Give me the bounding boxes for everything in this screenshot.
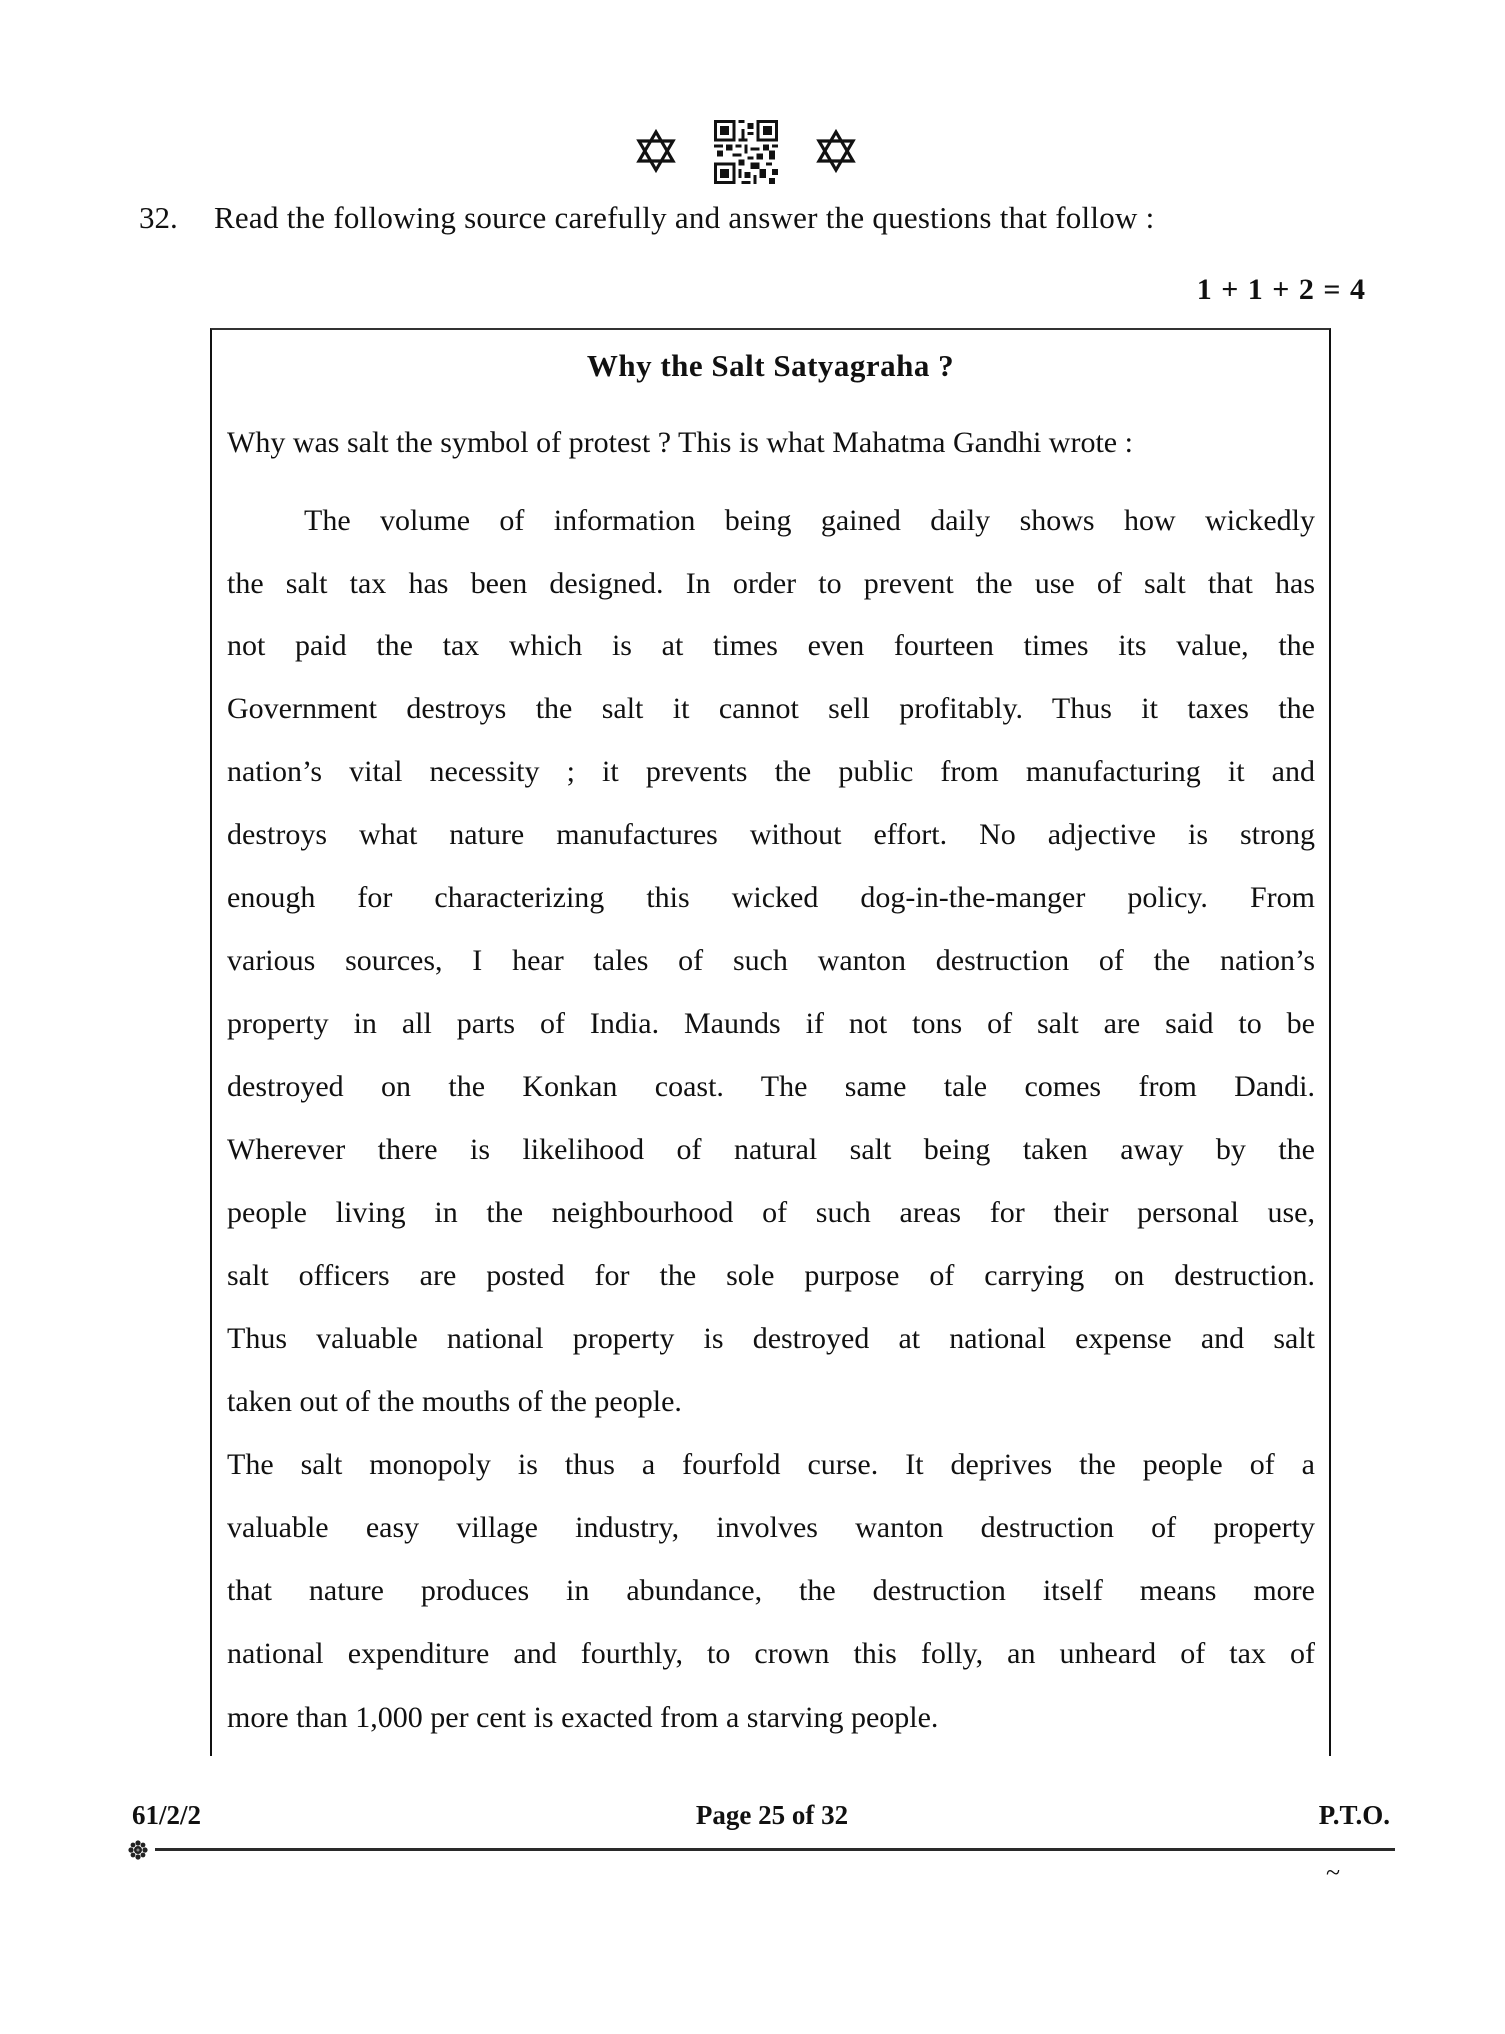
source-line: Government destroys the salt it cannot sell profitably. Thus it taxes the — [227, 692, 1315, 725]
footer-rule — [155, 1848, 1395, 1851]
source-line: people living in the neighbourhood of such areas for their personal use, — [227, 1196, 1315, 1229]
pto-label: P.T.O. — [1318, 1800, 1390, 1830]
source-line: destroyed on the Konkan coast. The same tale comes from Dandi. — [227, 1070, 1315, 1103]
source-line: various sources, I hear tales of such wanton destruction of the nation’s — [227, 944, 1315, 977]
source-line: taken out of the mouths of the people. — [227, 1385, 682, 1418]
question-number: 32. — [139, 200, 178, 235]
source-line: more than 1,000 per cent is exacted from a starving people. — [227, 1701, 939, 1734]
source-line: Wherever there is likelihood of natural salt being taken away by the — [227, 1133, 1315, 1166]
flower-ornament-icon — [128, 1840, 148, 1860]
source-line: not paid the tax which is at times even fourteen times its value, the — [227, 629, 1315, 662]
page-number: Page 25 of 32 — [695, 1800, 849, 1830]
source-line: salt officers are posted for the sole purpose of carrying on destruction. — [227, 1259, 1315, 1292]
source-line: national expenditure and fourthly, to crown this folly, an unheard of tax of — [227, 1637, 1315, 1670]
source-box — [210, 328, 1331, 1756]
source-line: Thus valuable national property is destroyed at national expense and salt — [227, 1322, 1315, 1355]
source-line: The volume of information being gained daily shows how wickedly — [304, 504, 1315, 537]
source-line: nation’s vital necessity ; it prevents the public from manufacturing it and — [227, 755, 1315, 788]
qr-code-icon — [714, 120, 778, 184]
source-intro: Why was salt the symbol of protest ? This is what Mahatma Gandhi wrote : — [227, 426, 1133, 459]
source-line: valuable easy village industry, involves wanton destruction of property — [227, 1511, 1315, 1544]
source-line: the salt tax has been designed. In order to prevent the use of salt that has — [227, 567, 1315, 600]
source-line: that nature produces in abundance, the destruction itself means more — [227, 1574, 1315, 1607]
star-of-david-right-icon — [816, 129, 856, 173]
paper-code: 61/2/2 — [132, 1800, 202, 1830]
marks-allocation: 1 + 1 + 2 = 4 — [1196, 273, 1366, 306]
source-line: The salt monopoly is thus a fourfold curse. It deprives the people of a — [227, 1448, 1315, 1481]
question-instruction: Read the following source carefully and answer the questions that follow : — [214, 200, 1155, 235]
source-title: Why the Salt Satyagraha ? — [586, 348, 955, 383]
source-line: enough for characterizing this wicked dog-in-the-manger policy. From — [227, 881, 1315, 914]
source-line: property in all parts of India. Maunds if not tons of salt are said to be — [227, 1007, 1315, 1040]
source-line: destroys what nature manufactures without effort. No adjective is strong — [227, 818, 1315, 851]
tilde-mark: ~ — [1326, 1858, 1341, 1887]
star-of-david-left-icon — [636, 129, 676, 173]
